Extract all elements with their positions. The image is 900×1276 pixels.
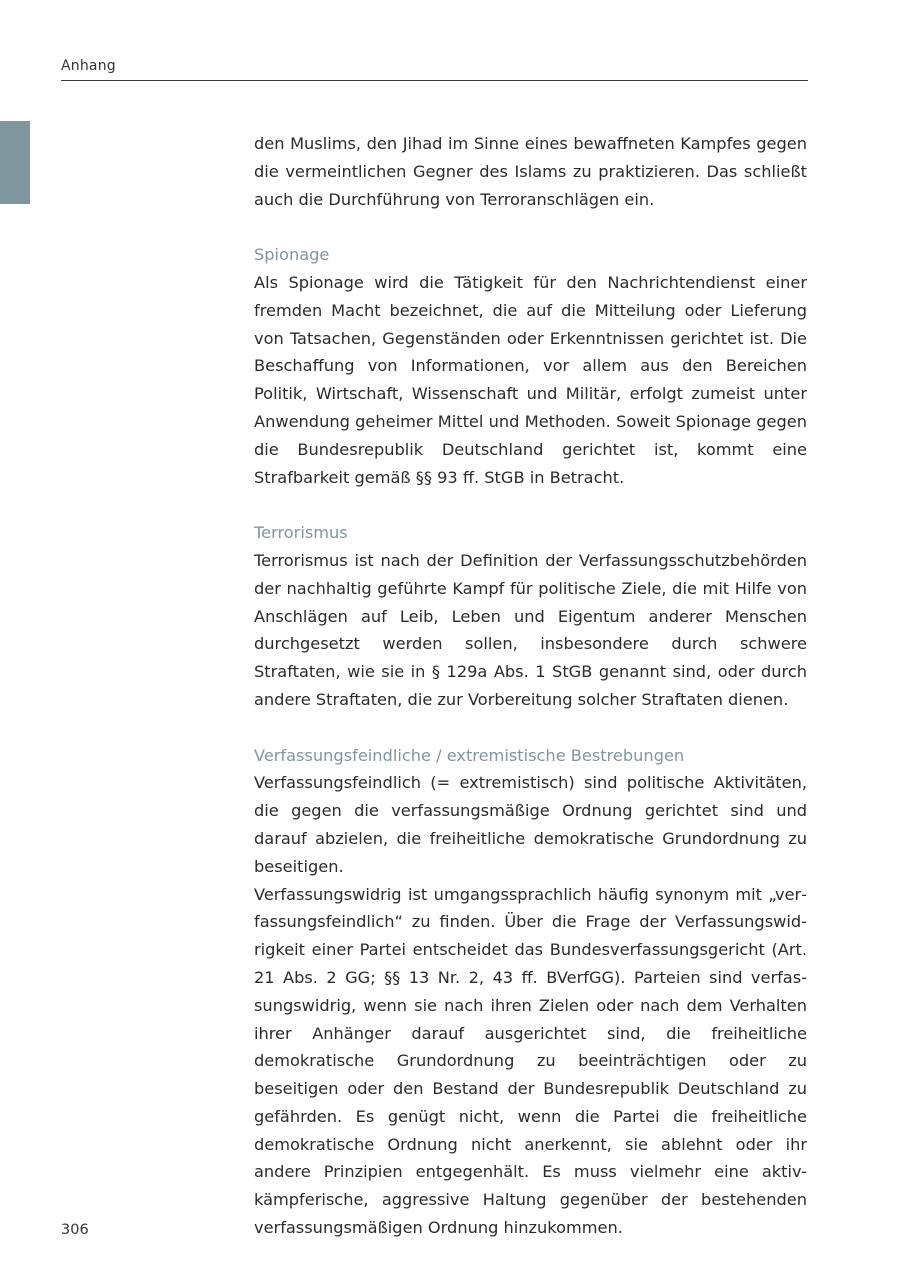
intro-paragraph: den Muslims, den Jihad im Sinne eines bewaffneten Kampfes gegen die vermeintlichen Gegner des Islams zu praktizieren. Das schließt auch die Durchführung von Terroranschlägen ein.: [254, 134, 807, 209]
running-header-title: Anhang: [61, 58, 116, 74]
section-paragraph: Als Spionage wird die Tätigkeit für den Nachrichtendienst einer fremden Macht bezeichnet, die auf die Mitteilung oder Lieferung von Tatsachen, Gegenständen oder Erkenntnissen gerichtet ist. Die Beschaffung von Informationen, vor allem aus den Bereichen Politik, Wirtschaft, Wissenschaft und Militär, erfolgt zumeist unter Anwendung geheimer Mittel und Methoden. Soweit Spionage gegen die Bundesrepublik Deutschland gerichtet ist, kommt eine Strafbarkeit gemäß §§ 93 ff. StGB in Betracht.: [254, 272, 807, 487]
section-paragraph: Verfassungsfeindlich (= extremistisch) sind politische Aktivitäten, die gegen die verfassungsmäßige Ordnung gerichtet sind und darauf abzielen, die freiheitliche demokratische Grundordnung zu beseitigen.: [254, 773, 807, 876]
section-terrorismus: [254, 519, 807, 714]
section-heading: Terrorismus: [254, 523, 348, 543]
header-divider: [61, 80, 808, 81]
page-number: 306: [61, 1222, 89, 1238]
section-heading: Verfassungsfeindliche / extremistische Bestrebungen: [254, 745, 685, 765]
main-text-column: [254, 130, 807, 1242]
section-spionage: [254, 241, 807, 491]
section-paragraph: Terrorismus ist nach der Definition der Verfassungsschutzbehörden der nachhaltig geführte Kampf für politische Ziele, die mit Hilfe von Anschlägen auf Leib, Leben und Eigentum anderer Menschen durchgesetzt werden sollen, insbesondere durch schwere Straftaten, wie sie in § 129a Abs. 1 StGB genannt sind, oder durch andere Straftaten, die zur Vorbereitung solcher Straftaten dienen.: [254, 550, 807, 709]
section-verfassungsfeindliche-bestrebungen: [254, 742, 807, 1242]
section-heading: Spionage: [254, 245, 330, 265]
chapter-tab-marker: [0, 121, 30, 204]
section-paragraph: Verfassungswidrig ist umgangssprachlich häufig synonym mit „verfassungsfeindlich“ zu finden. Über die Frage der Verfassungswidrigkeit einer Partei entscheidet das Bundesverfassungsgericht (Art. 21 Abs. 2 GG; §§ 13 Nr. 2, 43 ff. BVerfGG). Parteien sind verfassungswidrig, wenn sie nach ihren Zielen oder nach dem Verhalten ihrer Anhänger darauf ausgerichtet sind, die freiheitliche demokratische Grundordnung zu beeinträchtigen oder zu beseitigen oder den Bestand der Bundesrepublik Deutschland zu gefährden. Es genügt nicht, wenn die Partei die freiheitliche demokratische Ordnung nicht anerkennt, sie ablehnt oder ihr andere Prinzipien entgegenhält. Es muss vielmehr eine aktiv-kämpferische, aggressive Haltung gegenüber der bestehenden verfassungsmäßigen Ordnung hinzukommen.: [254, 884, 807, 1238]
